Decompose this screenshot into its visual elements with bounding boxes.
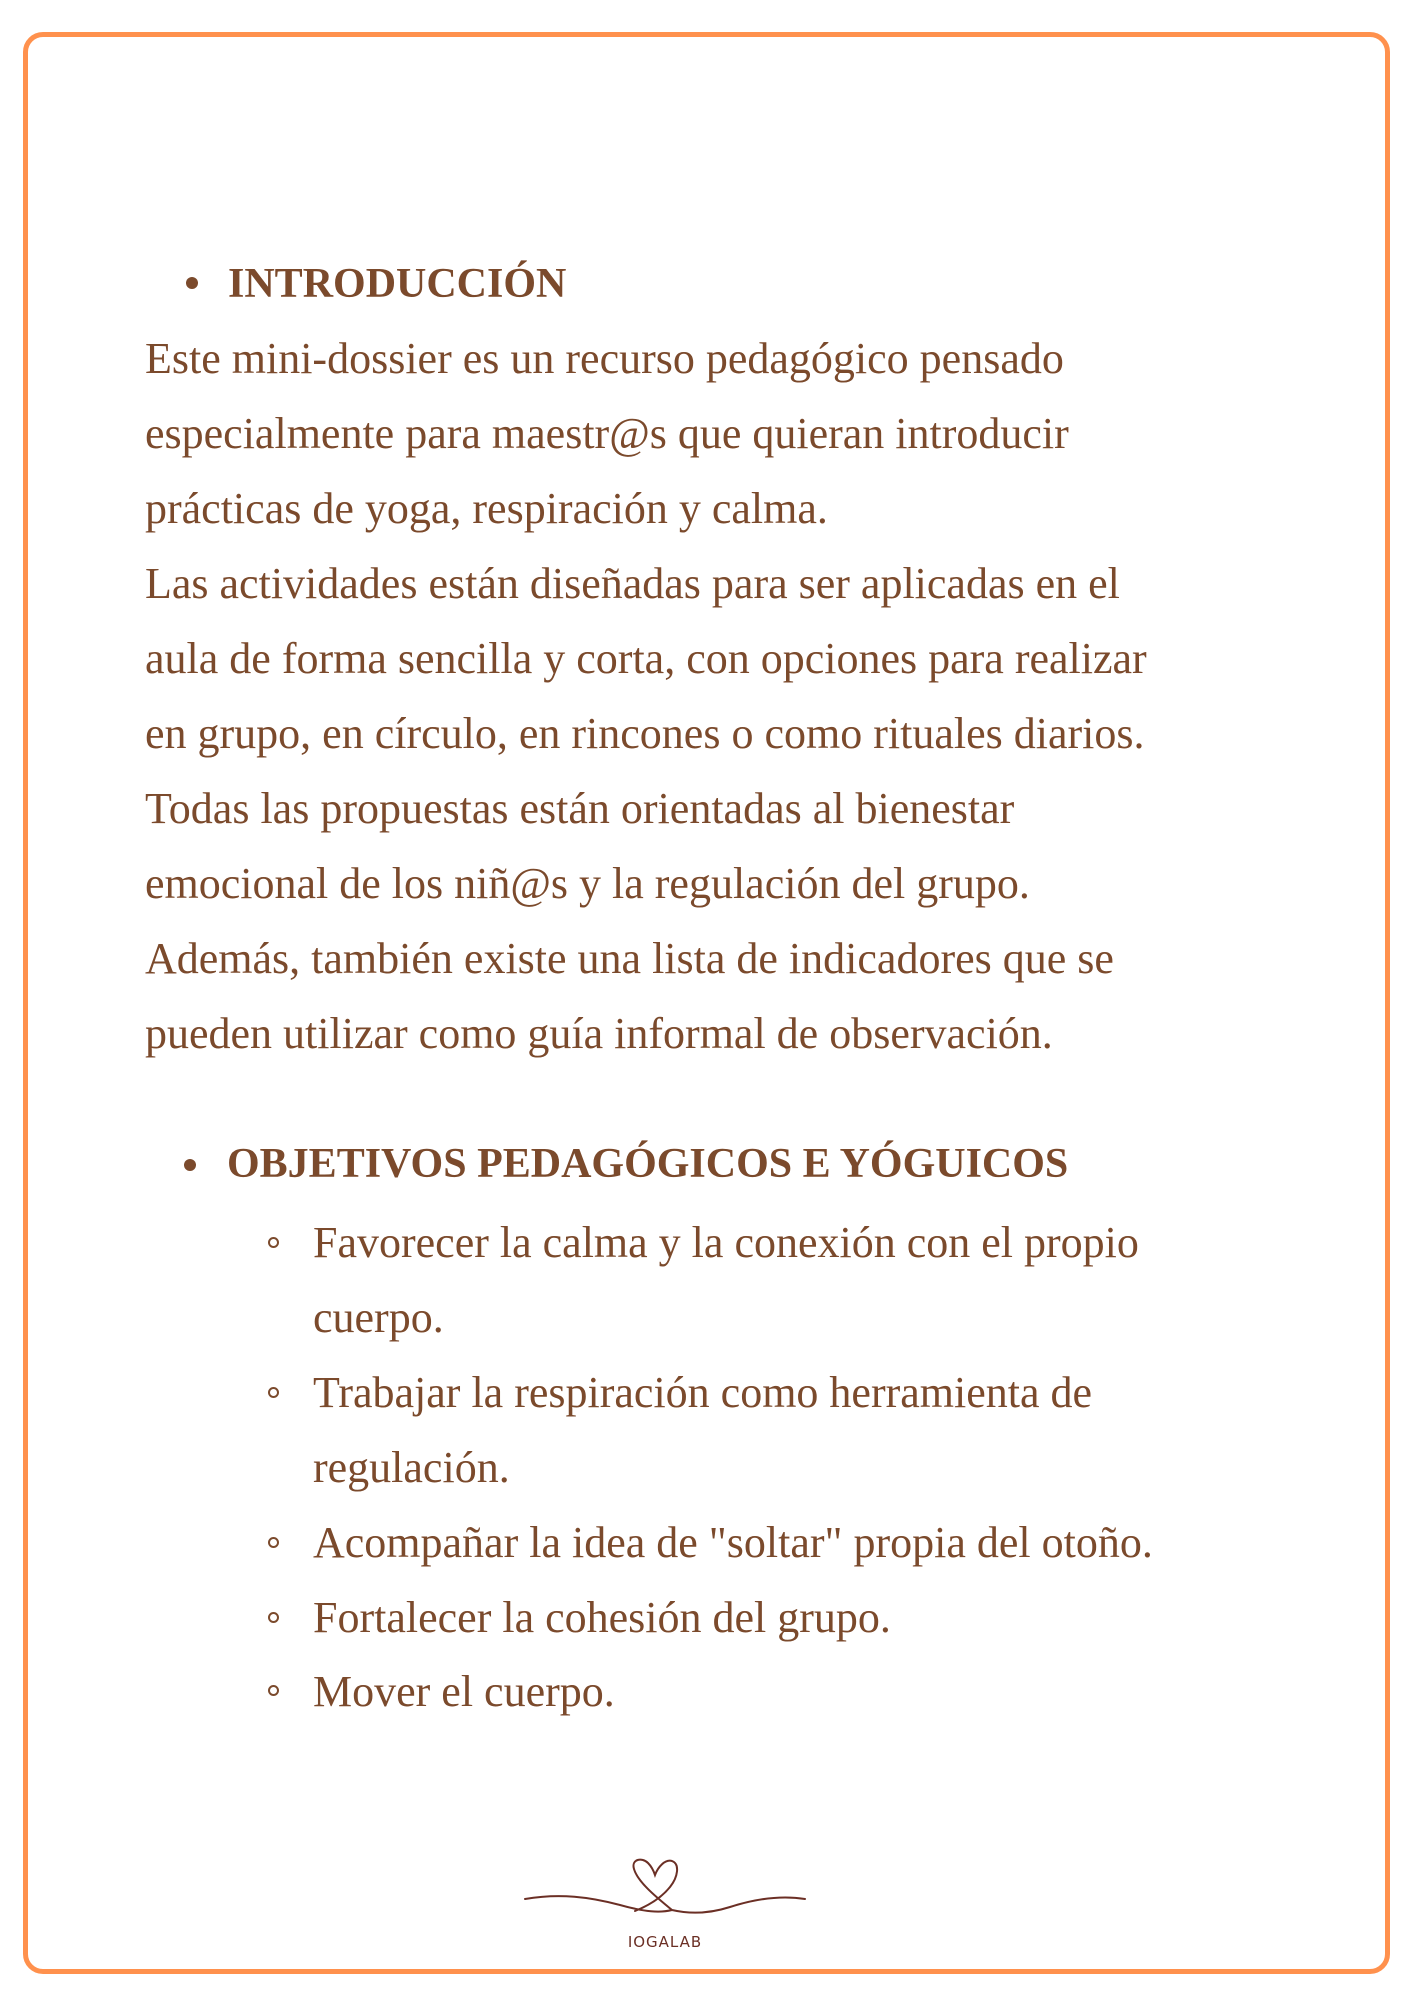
objective-item-line: Favorecer la calma y la conexión con el propio: [313, 1218, 1139, 1267]
objectives-heading: OBJETIVOS PEDAGÓGICOS E YÓGUICOS: [227, 1141, 1069, 1187]
intro-paragraph-line: Las actividades están diseñadas para ser aplicadas en el: [145, 559, 1120, 608]
objective-item-line: regulación.: [313, 1443, 510, 1492]
objective-item-line: Trabajar la respiración como herramienta de: [313, 1368, 1093, 1417]
logo-text: IOGALAB: [627, 1933, 703, 1951]
heart-line-icon: [520, 1855, 810, 1935]
bullet-circle-icon: [268, 1685, 279, 1696]
intro-paragraph-line: emocional de los niñ@s y la regulación del grupo.: [145, 859, 1030, 908]
intro-paragraph-line: Todas las propuestas están orientadas al bienestar: [145, 784, 1015, 833]
objective-item-line: Mover el cuerpo.: [313, 1667, 615, 1716]
intro-paragraph-line: Además, también existe una lista de indicadores que se: [145, 934, 1114, 983]
bullet-circle-icon: [268, 1537, 279, 1548]
intro-paragraph-line: aula de forma sencilla y corta, con opciones para realizar: [145, 634, 1147, 683]
intro-paragraph-line: prácticas de yoga, respiración y calma.: [145, 484, 828, 533]
intro-paragraph-line: pueden utilizar como guía informal de observación.: [145, 1009, 1053, 1058]
bullet-dot-icon: [186, 277, 198, 289]
intro-paragraph-line: especialmente para maestr@s que quieran introducir: [145, 409, 1069, 458]
objective-item-line: Fortalecer la cohesión del grupo.: [313, 1593, 891, 1642]
intro-paragraph-line: en grupo, en círculo, en rincones o como rituales diarios.: [145, 709, 1145, 758]
bullet-circle-icon: [268, 1612, 279, 1623]
bullet-dot-icon: [184, 1159, 196, 1171]
objective-item-line: cuerpo.: [313, 1293, 444, 1342]
bullet-circle-icon: [268, 1237, 279, 1248]
objective-item-line: Acompañar la idea de "soltar" propia del otoño.: [313, 1518, 1153, 1567]
page-border: [23, 32, 1390, 1974]
iogalab-logo: [520, 1855, 810, 1965]
intro-paragraph-line: Este mini-dossier es un recurso pedagógico pensado: [145, 334, 1064, 383]
intro-heading: INTRODUCCIÓN: [228, 261, 567, 307]
bullet-circle-icon: [268, 1387, 279, 1398]
